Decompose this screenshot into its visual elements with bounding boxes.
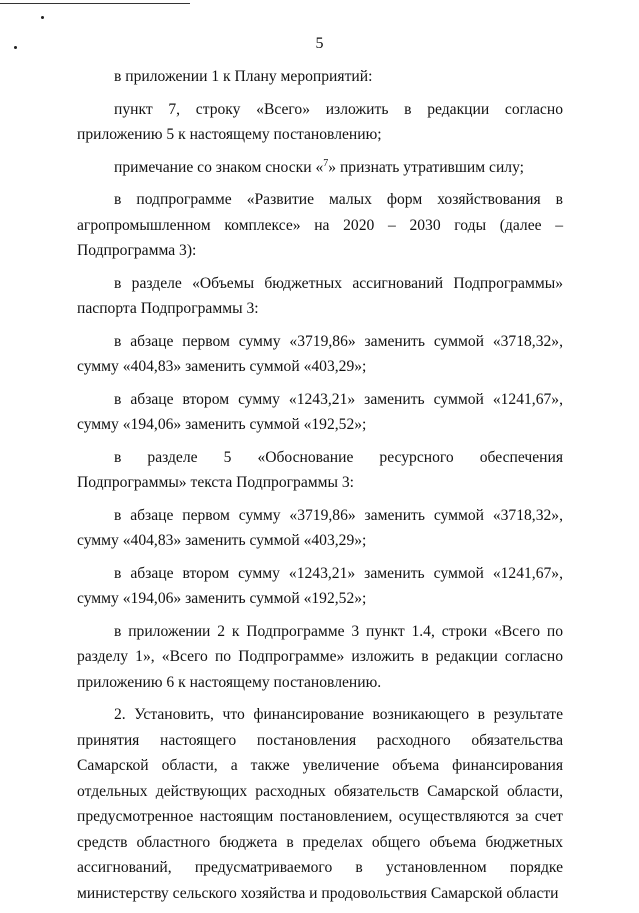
paragraph: в разделе 5 «Обоснование ресурсного обеспечения Подпрограммы» текста Подпрограммы 3: <box>77 448 563 491</box>
paragraph: в абзаце первом сумму «3719,86» заменить суммой «3718,32», сумму «404,83» заменить суммой «403,29»; <box>77 332 563 375</box>
paragraph: в разделе «Объемы бюджетных ассигнований Подпрограммы» паспорта Подпрограммы 3: <box>77 274 563 317</box>
paragraph: в приложении 1 к Плану мероприятий: <box>114 68 373 85</box>
paragraph: в абзаце втором сумму «1243,21» заменить суммой «1241,67», сумму «194,06» заменить суммой «192,52»; <box>77 564 563 607</box>
paragraph: в абзаце первом сумму «3719,86» заменить суммой «3718,32», сумму «404,83» заменить суммой «403,29»; <box>77 506 563 549</box>
paragraph-text: примечание со знаком сноски « <box>114 158 324 176</box>
page-number: 5 <box>315 35 324 52</box>
document-body <box>77 64 563 913</box>
paragraph <box>77 187 563 264</box>
paragraph: 2. Установить, что финансирование возникающего в результате принятия настоящего постановления расходного обязательства Самарской области, а также увеличение объема финансирования отдельных действующих расходных обязательств Самарской области, предусмотренное настоящим постановлением, осуществляются за счет средств областного бюджета в пределах общего объема бюджетных ассигнований, предусматриваемого в установленном порядке министерству сельского хозяйства и продовольствия Самарской области <box>77 706 563 902</box>
paragraph: в приложении 2 к Подпрограмме 3 пункт 1.4, строки «Всего по разделу 1», «Всего по Подпрограмме» изложить в редакции согласно приложению 6 к настоящему постановлению. <box>77 622 563 691</box>
paragraph: в абзаце втором сумму «1243,21» заменить суммой «1241,67», сумму «194,06» заменить суммой «192,52»; <box>77 390 563 433</box>
paragraph-text: » признать утратившим силу; <box>328 158 525 176</box>
paragraph-prefix: в <box>114 191 137 208</box>
paragraph-footnote <box>77 155 563 181</box>
scan-artifact-line <box>0 3 190 4</box>
footnote-marker: 7 <box>323 157 329 169</box>
paragraph: пункт 7, строку «Всего» изложить в редакции согласно приложению 5 к настоящему постановлению; <box>77 100 563 143</box>
paragraph-text: подпрограмме «Развитие малых форм хозяйствования в агропромышленном комплексе» на 2020 – 2030 годы (далее – Подпрограмма 3): <box>77 191 563 259</box>
scan-artifact-dot <box>41 16 44 19</box>
